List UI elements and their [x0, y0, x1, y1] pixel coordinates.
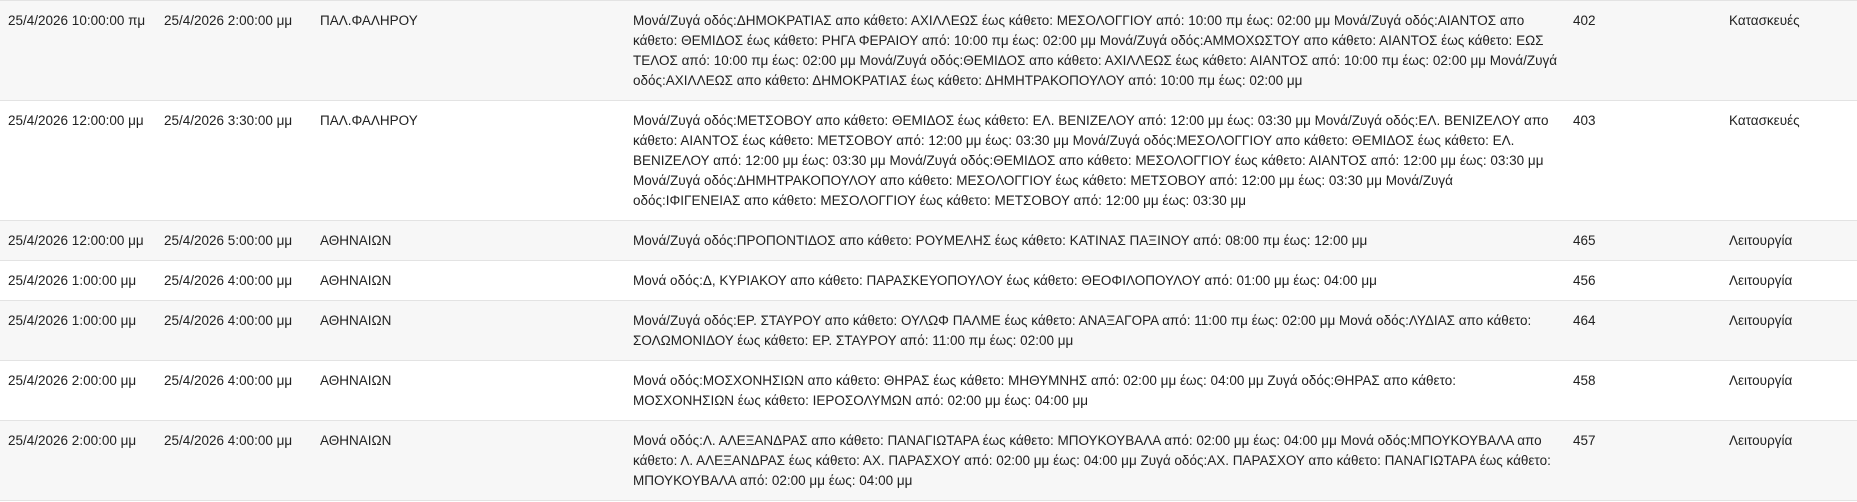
start-time-cell: 25/4/2026 12:00:00 μμ: [8, 233, 144, 248]
type-cell: Κατασκευές: [1729, 113, 1800, 128]
end-time-cell: 25/4/2026 4:00:00 μμ: [164, 273, 293, 288]
end-time-cell: 25/4/2026 4:00:00 μμ: [164, 313, 293, 328]
start-time-cell: 25/4/2026 1:00:00 μμ: [8, 313, 137, 328]
end-time-cell: 25/4/2026 3:30:00 μμ: [164, 113, 293, 128]
type-cell: Λειτουργία: [1729, 273, 1793, 288]
area-cell: ΑΘΗΝΑΙΩΝ: [320, 433, 392, 448]
end-time-cell: 25/4/2026 5:00:00 μμ: [164, 233, 293, 248]
area-cell: ΑΘΗΝΑΙΩΝ: [320, 373, 392, 388]
number-cell: 456: [1573, 273, 1596, 288]
type-cell: Λειτουργία: [1729, 313, 1793, 328]
end-time-cell: 25/4/2026 4:00:00 μμ: [164, 373, 293, 388]
area-cell: ΑΘΗΝΑΙΩΝ: [320, 273, 392, 288]
table-row[interactable]: [0, 101, 1857, 221]
description-cell: Μονά/Ζυγά οδός:ΕΡ. ΣΤΑΥΡΟΥ απο κάθετο: ΟΥΛΩΦ ΠΑΛΜΕ έως κάθετο: ΑΝΑΞΑΓΟΡΑ από: 11:00 πμ έως: 02:00 μμ Μονά οδός:ΛΥΔΙΑΣ απο κάθετο: ΣΟΛΩΜΟΝΙΔΟΥ έως κάθετο: ΕΡ. ΣΤΑΥΡΟΥ από: 11:00 πμ έως: 02:00 μμ: [633, 313, 1532, 348]
description-cell: Μονά οδός:ΜΟΣΧΟΝΗΣΙΩΝ απο κάθετο: ΘΗΡΑΣ έως κάθετο: ΜΗΘΥΜΝΗΣ από: 02:00 μμ έως: 04:00 μμ Ζυγά οδός:ΘΗΡΑΣ απο κάθετο: ΜΟΣΧΟΝΗΣΙΩΝ έως κάθετο: ΙΕΡΟΣΟΛΥΜΩΝ από: 02:00 μμ έως: 04:00 μμ: [633, 373, 1456, 408]
area-cell: ΠΑΛ.ΦΑΛΗΡΟΥ: [320, 113, 418, 128]
number-cell: 457: [1573, 433, 1596, 448]
table-row[interactable]: [0, 301, 1857, 361]
start-time-cell: 25/4/2026 2:00:00 μμ: [8, 433, 137, 448]
table-row[interactable]: [0, 421, 1857, 501]
area-cell: ΑΘΗΝΑΙΩΝ: [320, 313, 392, 328]
number-cell: 464: [1573, 313, 1596, 328]
description-cell: Μονά/Ζυγά οδός:ΠΡΟΠΟΝΤΙΔΟΣ απο κάθετο: ΡΟΥΜΕΛΗΣ έως κάθετο: ΚΑΤΙΝΑΣ ΠΑΞΙΝΟΥ από: 08:00 πμ έως: 12:00 μμ: [633, 233, 1368, 248]
type-cell: Λειτουργία: [1729, 373, 1793, 388]
schedule-table-body: [0, 1, 1857, 501]
start-time-cell: 25/4/2026 2:00:00 μμ: [8, 373, 137, 388]
number-cell: 402: [1573, 13, 1596, 28]
description-cell: Μονά οδός:Λ. ΑΛΕΞΑΝΔΡΑΣ απο κάθετο: ΠΑΝΑΓΙΩΤΑΡΑ έως κάθετο: ΜΠΟΥΚΟΥΒΑΛΑ από: 02:00 μμ έως: 04:00 μμ Μονά οδός:ΜΠΟΥΚΟΥΒΑΛΑ απο κάθετο: Λ. ΑΛΕΞΑΝΔΡΑΣ έως κάθετο: ΑΧ. ΠΑΡΑΣΧΟΥ από: 02:00 μμ έως: 04:00 μμ Ζυγά οδός:ΑΧ. ΠΑΡΑΣΧΟΥ απο κάθετο: ΠΑΝΑΓΙΩΤΑΡΑ έως κάθετο: ΜΠΟΥΚΟΥΒΑΛΑ από: 02:00 μμ έως: 04:00 μμ: [633, 433, 1551, 488]
description-cell: Μονά/Ζυγά οδός:ΔΗΜΟΚΡΑΤΙΑΣ απο κάθετο: ΑΧΙΛΛΕΩΣ έως κάθετο: ΜΕΣΟΛΟΓΓΙΟΥ από: 10:00 πμ έως: 02:00 μμ Μονά/Ζυγά οδός:ΑΙΑΝΤΟΣ απο κάθετο: ΘΕΜΙΔΟΣ έως κάθετο: ΡΗΓΑ ΦΕΡΑΙΟΥ από: 10:00 πμ έως: 02:00 μμ Μονά/Ζυγά οδός:ΑΜΜΟΧΩΣΤΟΥ απο κάθετο: ΑΙΑΝΤΟΣ έως κάθετο: ΕΩΣ ΤΕΛΟΣ από: 10:00 πμ έως: 02:00 μμ Μονά/Ζυγά οδός:ΘΕΜΙΔΟΣ απο κάθετο: ΑΧΙΛΛΕΩΣ έως κάθετο: ΑΙΑΝΤΟΣ από: 10:00 πμ έως: 02:00 μμ Μονά/Ζυγά οδός:ΑΧΙΛΛΕΩΣ απο κάθετο: ΔΗΜΟΚΡΑΤΙΑΣ έως κάθετο: ΔΗΜΗΤΡΑΚΟΠΟΥΛΟΥ από: 10:00 πμ έως: 02:00 μμ: [633, 13, 1558, 88]
type-cell: Λειτουργία: [1729, 433, 1793, 448]
type-cell: Κατασκευές: [1729, 13, 1800, 28]
start-time-cell: 25/4/2026 1:00:00 μμ: [8, 273, 137, 288]
number-cell: 458: [1573, 373, 1596, 388]
type-cell: Λειτουργία: [1729, 233, 1793, 248]
end-time-cell: 25/4/2026 2:00:00 μμ: [164, 13, 293, 28]
start-time-cell: 25/4/2026 10:00:00 πμ: [8, 13, 146, 28]
table-row[interactable]: [0, 361, 1857, 421]
table-row[interactable]: [0, 1, 1857, 101]
table-row[interactable]: [0, 221, 1857, 261]
description-cell: Μονά/Ζυγά οδός:ΜΕΤΣΟΒΟΥ απο κάθετο: ΘΕΜΙΔΟΣ έως κάθετο: ΕΛ. ΒΕΝΙΖΕΛΟΥ από: 12:00 μμ έως: 03:30 μμ Μονά/Ζυγά οδός:ΕΛ. ΒΕΝΙΖΕΛΟΥ απο κάθετο: ΑΙΑΝΤΟΣ έως κάθετο: ΜΕΤΣΟΒΟΥ από: 12:00 μμ έως: 03:30 μμ Μονά/Ζυγά οδός:ΜΕΣΟΛΟΓΓΙΟΥ απο κάθετο: ΘΕΜΙΔΟΣ έως κάθετο: ΕΛ. ΒΕΝΙΖΕΛΟΥ από: 12:00 μμ έως: 03:30 μμ Μονά/Ζυγά οδός:ΘΕΜΙΔΟΣ απο κάθετο: ΜΕΣΟΛΟΓΓΙΟΥ έως κάθετο: ΑΙΑΝΤΟΣ από: 12:00 μμ έως: 03:30 μμ Μονά/Ζυγά οδός:ΔΗΜΗΤΡΑΚΟΠΟΥΛΟΥ απο κάθετο: ΜΕΣΟΛΟΓΓΙΟΥ έως κάθετο: ΜΕΤΣΟΒΟΥ από: 12:00 μμ έως: 03:30 μμ Μονά/Ζυγά οδός:ΙΦΙΓΕΝΕΙΑΣ απο κάθετο: ΜΕΣΟΛΟΓΓΙΟΥ έως κάθετο: ΜΕΤΣΟΒΟΥ από: 12:00 μμ έως: 03:30 μμ: [633, 113, 1549, 208]
description-cell: Μονά οδός:Δ, ΚΥΡΙΑΚΟΥ απο κάθετο: ΠΑΡΑΣΚΕΥΟΠΟΥΛΟΥ έως κάθετο: ΘΕΟΦΙΛΟΠΟΥΛΟΥ από: 01:00 μμ έως: 04:00 μμ: [633, 273, 1377, 288]
area-cell: ΑΘΗΝΑΙΩΝ: [320, 233, 392, 248]
end-time-cell: 25/4/2026 4:00:00 μμ: [164, 433, 293, 448]
number-cell: 403: [1573, 113, 1596, 128]
area-cell: ΠΑΛ.ΦΑΛΗΡΟΥ: [320, 13, 418, 28]
number-cell: 465: [1573, 233, 1596, 248]
table-row[interactable]: [0, 261, 1857, 301]
start-time-cell: 25/4/2026 12:00:00 μμ: [8, 113, 144, 128]
